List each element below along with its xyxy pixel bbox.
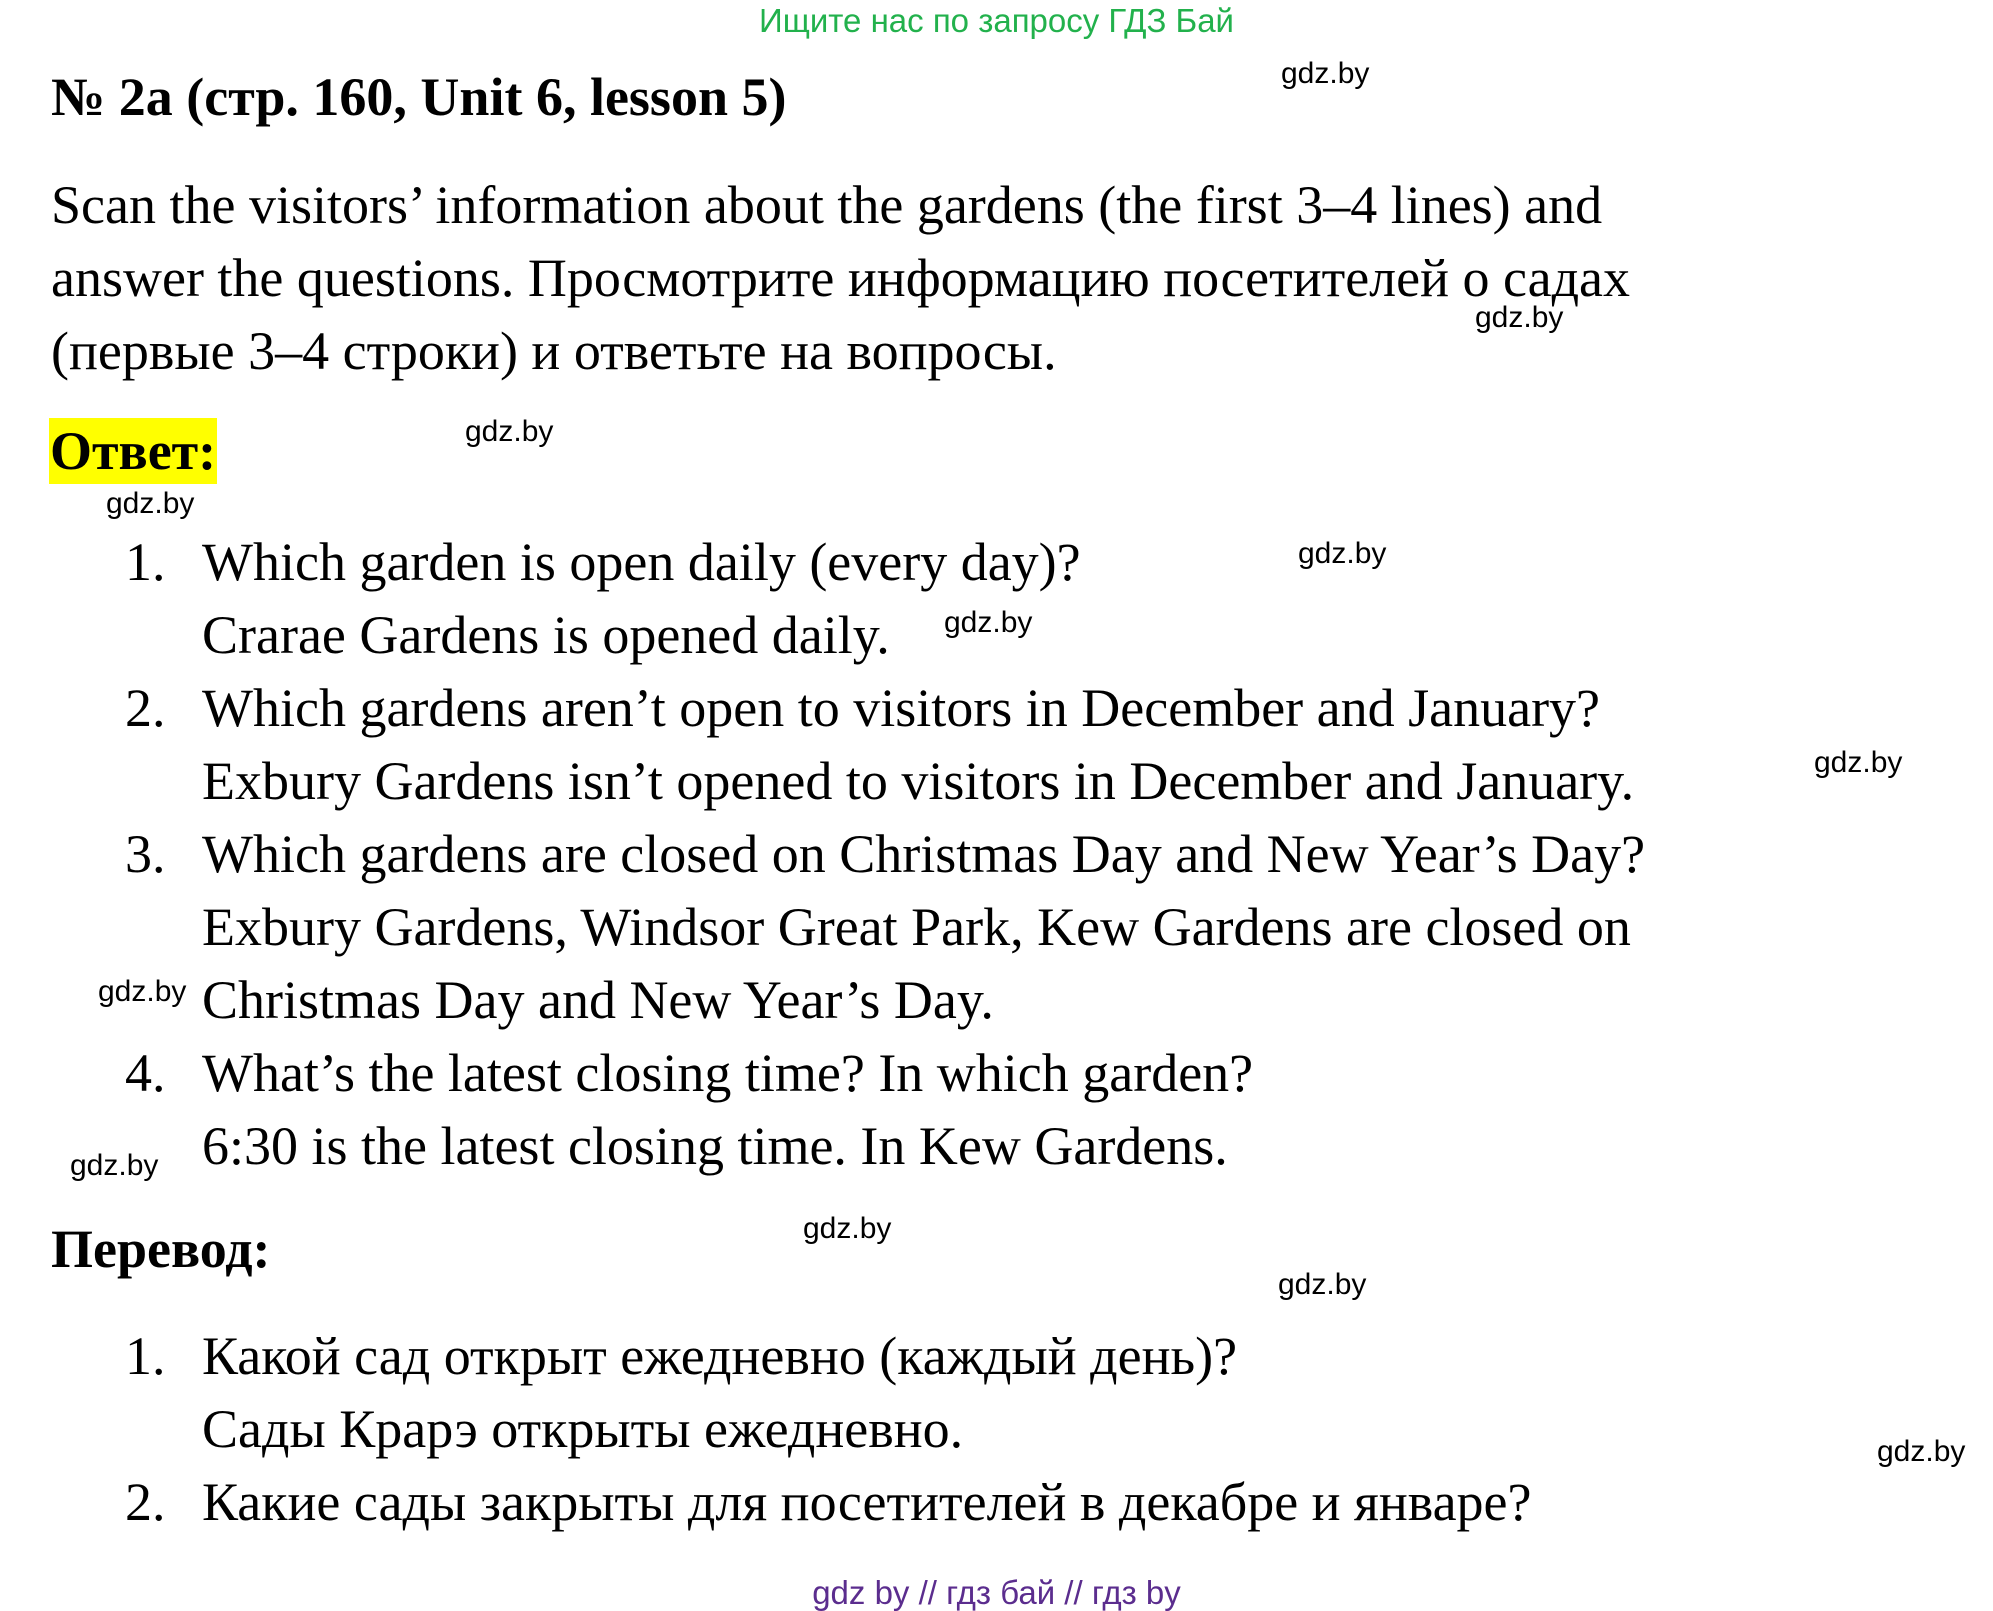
bottom-banner: gdz by // гдз бай // гдз by — [812, 1574, 1181, 1611]
watermark: gdz.by — [1281, 57, 1370, 90]
watermark: gdz.by — [98, 975, 187, 1008]
answer-label: Ответ: — [49, 418, 217, 484]
watermark: gdz.by — [1298, 537, 1387, 570]
exercise-heading: № 2a (стр. 160, Unit 6, lesson 5) — [51, 67, 787, 127]
watermark: gdz.by — [70, 1149, 159, 1182]
question-text: Which garden is open daily (every day)? — [202, 532, 1081, 592]
translation-question-text: Какие сады закрыты для посетителей в декабре и январе? — [202, 1472, 1532, 1532]
item-number: 2. — [125, 1472, 166, 1532]
translation-answer-text: Сады Крарэ открыты ежедневно. — [202, 1399, 964, 1459]
translation-question-text: Какой сад открыт ежедневно (каждый день)? — [202, 1326, 1238, 1386]
watermark: gdz.by — [1814, 746, 1903, 779]
answer-text: 6:30 is the latest closing time. In Kew Gardens. — [202, 1116, 1228, 1176]
top-banner: Ищите нас по запросу ГДЗ Бай — [759, 2, 1234, 39]
watermark: gdz.by — [803, 1212, 892, 1245]
question-text: What’s the latest closing time? In which garden? — [202, 1043, 1254, 1103]
item-number: 2. — [125, 678, 166, 738]
item-number: 1. — [125, 532, 166, 592]
watermark: gdz.by — [465, 415, 554, 448]
question-text: Which gardens are closed on Christmas Day and New Year’s Day? — [202, 824, 1646, 884]
answer-text: Crarae Gardens is opened daily. — [202, 605, 890, 665]
item-number: 3. — [125, 824, 166, 884]
watermark: gdz.by — [106, 487, 195, 520]
answer-text: Exbury Gardens, Windsor Great Park, Kew Gardens are closed on — [202, 897, 1631, 957]
question-text: Which gardens aren’t open to visitors in December and January? — [202, 678, 1601, 738]
translation-label: Перевод: — [51, 1219, 271, 1279]
task-instructions — [51, 169, 1630, 388]
task-line: Scan the visitors’ information about the gardens (the first 3–4 lines) and — [51, 175, 1603, 235]
watermark: gdz.by — [944, 606, 1033, 639]
watermark: gdz.by — [1877, 1435, 1966, 1468]
task-line: answer the questions. Просмотрите информацию посетителей о садах — [51, 248, 1631, 308]
answer-text: Christmas Day and New Year’s Day. — [202, 970, 994, 1030]
watermark: gdz.by — [1278, 1268, 1367, 1301]
task-line: (первые 3–4 строки) и ответьте на вопросы. — [51, 321, 1057, 381]
item-number: 1. — [125, 1326, 166, 1386]
answer-text: Exbury Gardens isn’t opened to visitors in December and January. — [202, 751, 1635, 811]
watermark: gdz.by — [1475, 301, 1564, 334]
item-number: 4. — [125, 1043, 166, 1103]
